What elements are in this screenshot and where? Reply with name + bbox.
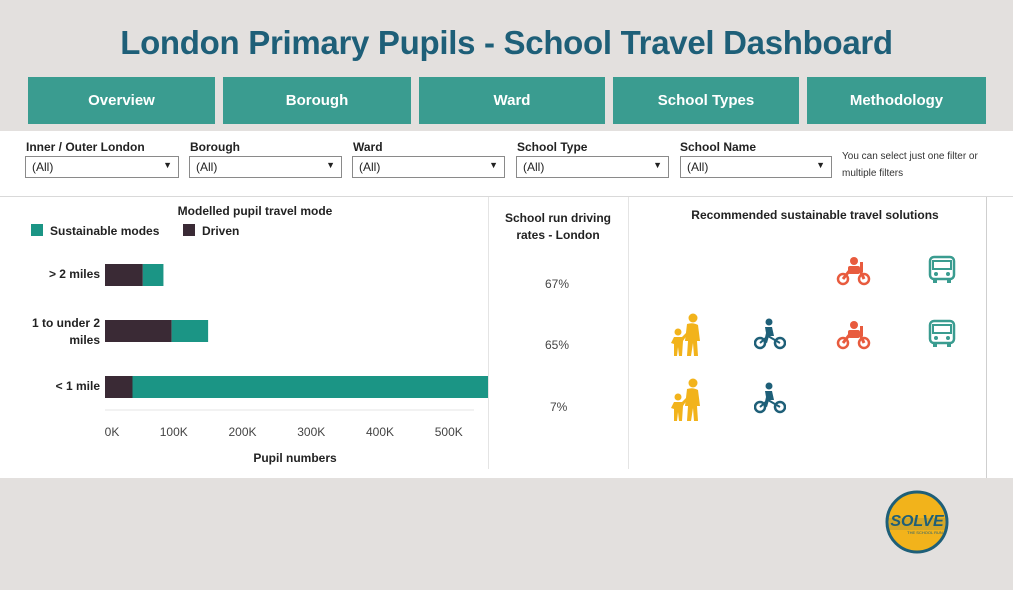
chart-title: Modelled pupil travel mode (177, 204, 333, 218)
legend-label-sustainable: Sustainable modes (50, 224, 160, 238)
driving-rate-value: 7% (550, 400, 568, 414)
filter-label-ward: Ward (353, 140, 383, 154)
filter-value: (All) (359, 160, 381, 174)
divider (986, 197, 987, 478)
legend-swatch-sustainable (31, 224, 43, 236)
logo-subtext: THE SCHOOL RUN (907, 530, 943, 535)
x-tick-label: 500K (434, 425, 463, 439)
nav-tab-school-types[interactable]: School Types (613, 77, 799, 124)
walking-family-icon (668, 313, 704, 357)
nav-tab-overview[interactable]: Overview (28, 77, 215, 124)
filter-label-borough: Borough (190, 140, 240, 154)
page-title: London Primary Pupils - School Travel Dashboard (120, 24, 893, 61)
divider (488, 197, 489, 469)
divider (628, 197, 629, 469)
walking-family-icon (668, 378, 704, 422)
category-label: > 2 miles (48, 267, 100, 281)
scooter-icon (836, 320, 872, 350)
category-label: 1 to under 2 miles (31, 316, 100, 347)
caret-down-icon: ▼ (326, 160, 335, 170)
recommended-title: Recommended sustainable travel solutions (691, 208, 939, 222)
legend-label-driven: Driven (202, 224, 240, 238)
bus-icon (928, 319, 956, 349)
cycling-child-icon (754, 382, 786, 414)
legend-swatch-driven (183, 224, 195, 236)
bar-sustainable-modes[interactable] (143, 264, 164, 286)
filter-note: You can select just one filter or multiple filters (842, 151, 978, 179)
category-label: < 1 mile (55, 379, 100, 393)
driving-rate-value: 67% (545, 277, 570, 291)
caret-down-icon: ▼ (163, 160, 172, 170)
driving-rate-value: 65% (545, 338, 570, 352)
filter-label-inner-outer: Inner / Outer London (26, 140, 145, 154)
filter-select-school-type[interactable] (516, 156, 669, 178)
bar-sustainable-modes[interactable] (172, 320, 208, 342)
nav-tab-ward[interactable]: Ward (419, 77, 605, 124)
bar-driven[interactable] (105, 376, 133, 398)
bar-sustainable-modes[interactable] (133, 376, 489, 398)
x-tick-label: 200K (228, 425, 257, 439)
caret-down-icon: ▼ (489, 160, 498, 170)
filter-label-school-name: School Name (680, 140, 757, 154)
travel-mode-chart (0, 240, 488, 470)
x-tick-label: 0K (104, 425, 120, 439)
divider (0, 196, 1013, 197)
filter-value: (All) (687, 160, 709, 174)
x-axis-label: Pupil numbers (253, 451, 337, 465)
bus-icon (928, 255, 956, 285)
nav-tab-methodology[interactable]: Methodology (807, 77, 986, 124)
filter-value: (All) (196, 160, 218, 174)
filter-select-ward[interactable] (352, 156, 505, 178)
solve-the-school-run-logo (885, 490, 949, 554)
nav-tab-borough[interactable]: Borough (223, 77, 411, 124)
driving-rates-title: School run driving rates - London (504, 211, 611, 242)
filter-value: (All) (523, 160, 545, 174)
cycling-child-icon (754, 318, 786, 350)
bar-driven[interactable] (105, 320, 172, 342)
filter-label-school-type: School Type (517, 140, 588, 154)
filter-select-inner-outer[interactable] (25, 156, 179, 178)
x-tick-label: 400K (365, 425, 395, 439)
logo-text: SOLVE (890, 513, 944, 530)
caret-down-icon: ▼ (653, 160, 662, 170)
caret-down-icon: ▼ (816, 160, 825, 170)
filter-select-school-name[interactable] (680, 156, 832, 178)
x-tick-label: 100K (159, 425, 188, 439)
scooter-icon (836, 256, 872, 286)
filter-select-borough[interactable] (189, 156, 342, 178)
x-tick-label: 300K (297, 425, 326, 439)
bar-driven[interactable] (105, 264, 143, 286)
filter-value: (All) (32, 160, 54, 174)
